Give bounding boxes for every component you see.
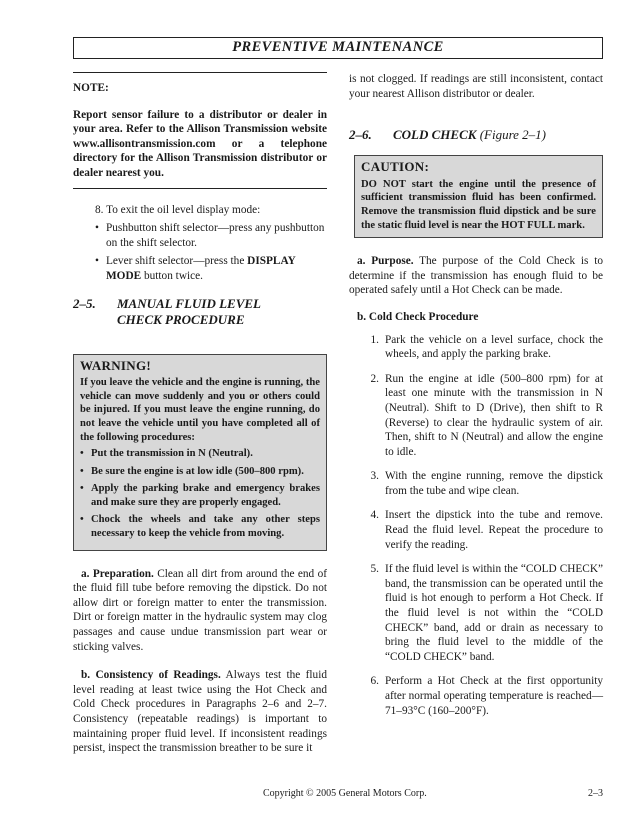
step-number: 3. <box>370 470 379 483</box>
paragraph-label: a. Preparation. <box>81 567 154 580</box>
section-heading <box>349 127 603 143</box>
bullet-text: Lever shift selector—press the <box>106 255 248 268</box>
section-heading <box>73 296 327 328</box>
copyright-text: Copyright © 2005 General Motors Corp. <box>263 788 427 799</box>
step-text: Perform a Hot Check at the first opportunity after normal operating temperature is reached—71–93°C (160–200°F). <box>385 675 603 717</box>
caution-title: CAUTION: <box>361 159 430 175</box>
figure-reference: (Figure 2–1) <box>476 127 546 143</box>
step-text: Insert the dipstick into the tube and remove. Read the fluid level. Repeat the procedure to verify the reading. <box>385 509 603 551</box>
procedure-step <box>349 333 603 362</box>
step-text: Park the vehicle on a level surface, chock the wheels, and apply the parking brake. <box>385 333 603 361</box>
consistency-paragraph <box>73 668 327 756</box>
warning-item: • Chock the wheels and take any other steps necessary to keep the vehicle from moving. <box>80 513 320 540</box>
warning-list <box>80 447 320 541</box>
note-box <box>73 72 327 189</box>
caution-text: DO NOT start the engine until the presence of sufficient transmission fluid has been confirmed. Remove the transmission fluid dipstick and be sure the static fluid level is near the HOT FULL mark. <box>361 178 596 231</box>
procedure-step <box>349 562 603 664</box>
step-8-bullet <box>95 254 327 283</box>
paragraph-text: The purpose of the Cold Check is to determine if the transmission has enough fluid to be operated safely until a Hot Check can be made. <box>349 255 603 297</box>
paragraph-text: Always test the fluid level reading at least twice using the Hot Check and Cold Check procedures in Paragraphs 2–6 and 2–7. Consistency (repeatable readings) is important to maintaining proper fluid level. If inconsistent readings persist, inspect the transmission breather to be sure it <box>73 669 327 755</box>
paragraph-label: a. Purpose. <box>357 255 414 268</box>
step-8-bullets <box>95 221 327 283</box>
preparation-paragraph <box>73 567 327 655</box>
procedure-step <box>349 674 603 718</box>
left-column <box>73 72 327 756</box>
section-number: 2–5. <box>73 295 96 311</box>
warning-item: • Be sure the engine is at low idle (500–800 rpm). <box>80 465 320 479</box>
right-column <box>349 72 603 728</box>
bullet-text: button twice. <box>141 269 203 282</box>
bullet-bold-text: DISPLAY MODE <box>106 255 296 282</box>
caution-box <box>354 155 603 238</box>
step-number: 4. <box>370 509 379 522</box>
paragraph-text: Clean all dirt from around the end of the fluid fill tube before removing the dipstick. Do not allow dirt or foreign matter to enter the transmission. Dirt or foreign matter in the hydraulic system may clog passages and cause undue transmission part wear or sticking valves. <box>73 567 327 653</box>
paragraph-label: b. Consistency of Readings. <box>81 669 221 682</box>
section-title <box>393 127 546 143</box>
warning-item: • Apply the parking brake and emergency brakes and make sure they are properly engaged. <box>80 482 320 509</box>
procedure-step <box>349 469 603 498</box>
note-title: NOTE: <box>73 82 109 94</box>
step-number: 2. <box>370 372 379 385</box>
continued-paragraph: is not clogged. If readings are still inconsistent, contact your nearest Allison distributor or dealer. <box>349 73 603 100</box>
step-number: 6. <box>370 675 379 688</box>
procedure-step <box>349 508 603 552</box>
purpose-paragraph <box>349 254 603 298</box>
note-text: Report sensor failure to a distributor or dealer in your area. Refer to the Allison Transmission website www.allisontransmission.com or a telephone directory for the Allison Transmission distributor or dealer nearest you. <box>73 108 327 179</box>
step-number: 1. <box>370 333 379 346</box>
step-text: Run the engine at idle (500–800 rpm) for at least one minute with the transmission in N (Neutral). Shift to D (Drive), then shift to R (Reverse) to clear the hydraulic system of air. Then, shift to N (Neutral) and allow the engine to idle. <box>385 372 603 458</box>
step-text: With the engine running, remove the dipstick from the tube and wipe clean. <box>385 470 603 497</box>
procedure-subheading: b. Cold Check Procedure <box>357 310 479 323</box>
step-text: If the fluid level is within the “COLD CHECK” band, the transmission can be operated until the fluid is hot enough to perform a Hot Check. If the fluid level is not within the “COLD CHECK” band, add or drain as necessary to bring the fluid level to the middle of the “COLD CHECK” band. <box>385 563 603 663</box>
section-title-text: COLD CHECK <box>393 127 477 143</box>
section-number: 2–6. <box>349 127 372 143</box>
step-8: 8. To exit the oil level display mode: <box>95 203 261 216</box>
bullet-text: Pushbutton shift selector—press any pushbutton on the shift selector. <box>106 222 325 249</box>
warning-item: • Put the transmission in N (Neutral). <box>80 447 320 461</box>
page-header: PREVENTIVE MAINTENANCE <box>73 37 603 59</box>
procedure-step <box>349 372 603 460</box>
page-number: 2–3 <box>588 788 603 799</box>
warning-text: If you leave the vehicle and the engine is running, the vehicle can move suddenly and you or others could be injured. If you must leave the engine running, do not leave the vehicle until you have completed all of the following procedures: <box>80 377 320 443</box>
warning-box <box>73 354 327 551</box>
step-number: 5. <box>370 563 379 576</box>
procedure-steps <box>349 333 603 719</box>
warning-title: WARNING! <box>80 357 152 373</box>
section-title: MANUAL FLUID LEVEL CHECK PROCEDURE <box>117 295 261 327</box>
step-8-bullet <box>95 221 327 250</box>
